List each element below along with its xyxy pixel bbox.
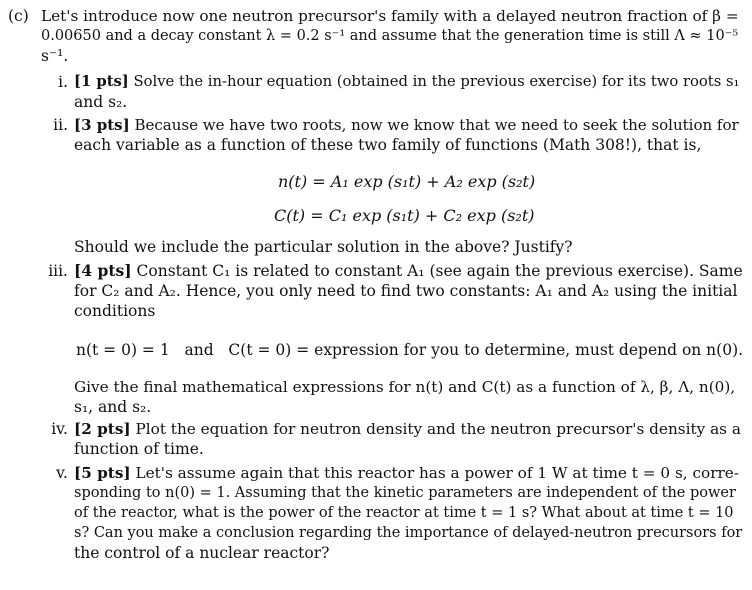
item-ii-marker: ii.	[53, 116, 68, 134]
intro-line-1: Let's introduce now one neutron precursor's family with a delayed neutron fraction of β =	[41, 7, 739, 25]
item-v-line-4: s? Can you make a conclusion regarding the importance of delayed-neutron precursors for	[74, 525, 743, 541]
initial-condition: n(t = 0) = 1 and C(t = 0) = expression for you to determine, must depend on n(0).	[76, 341, 744, 359]
item-iii-after-2: s₁, and s₂.	[74, 398, 152, 416]
item-i-marker: i.	[58, 73, 68, 91]
item-v-points: [5 pts]	[74, 464, 131, 482]
item-ii-line-1: [3 pts] Because we have two roots, now we know that we need to seek the solution for	[74, 116, 739, 134]
item-i-line-2: and s₂.	[74, 93, 128, 111]
item-iii-line-1: [4 pts] Constant C₁ is related to constant A₁ (see again the previous exercise). Same	[74, 261, 743, 280]
intro-line-2: 0.00650 and a decay constant λ = 0.2 s⁻¹ and assume that the generation time is still Λ ≈ 10⁻⁵	[41, 28, 739, 44]
item-iv-line-1: [2 pts] Plot the equation for neutron density and the neutron precursor's density as a	[74, 420, 741, 438]
item-v-line-2: sponding to n(0) = 1. Assuming that the kinetic parameters are independent of the power	[74, 485, 736, 501]
item-v-line-1: [5 pts] Let's assume again that this reactor has a power of 1 W at time t = 0 s, corre-	[74, 464, 739, 482]
item-i-points: [1 pts]	[74, 73, 129, 90]
equation-c: C(t) = C₁ exp (s₁t) + C₂ exp (s₂t)	[274, 206, 535, 225]
item-ii-after: Should we include the particular solution in the above? Justify?	[74, 238, 573, 256]
equation-n: n(t) = A₁ exp (s₁t) + A₂ exp (s₂t)	[278, 172, 536, 191]
part-label: (c)	[8, 7, 29, 25]
item-iii-marker: iii.	[48, 262, 68, 280]
item-iv-marker: iv.	[51, 420, 68, 438]
intro-line-3: s⁻¹.	[41, 47, 69, 65]
item-iii-points: [4 pts]	[74, 261, 132, 280]
item-v-line-3: of the reactor, what is the power of the reactor at time t = 1 s? What about at time t = 10	[74, 505, 734, 521]
item-v-marker: v.	[56, 464, 68, 482]
item-ii-points: [3 pts]	[74, 116, 130, 134]
item-iii-after-1: Give the final mathematical expressions for n(t) and C(t) as a function of λ, β, Λ, n(0),	[74, 378, 736, 396]
item-i-line-1: [1 pts] Solve the in-hour equation (obtained in the previous exercise) for its two roots s₁	[74, 73, 740, 90]
item-iii-line-3: conditions	[74, 302, 156, 320]
item-iv-line-2: function of time.	[74, 440, 204, 458]
item-ii-line-2: each variable as a function of these two family of functions (Math 308!), that is,	[74, 136, 702, 154]
item-iv-points: [2 pts]	[74, 420, 131, 438]
item-v-line-5: the control of a nuclear reactor?	[74, 544, 330, 562]
item-iii-line-2: for C₂ and A₂. Hence, you only need to find two constants: A₁ and A₂ using the initial	[74, 282, 738, 300]
